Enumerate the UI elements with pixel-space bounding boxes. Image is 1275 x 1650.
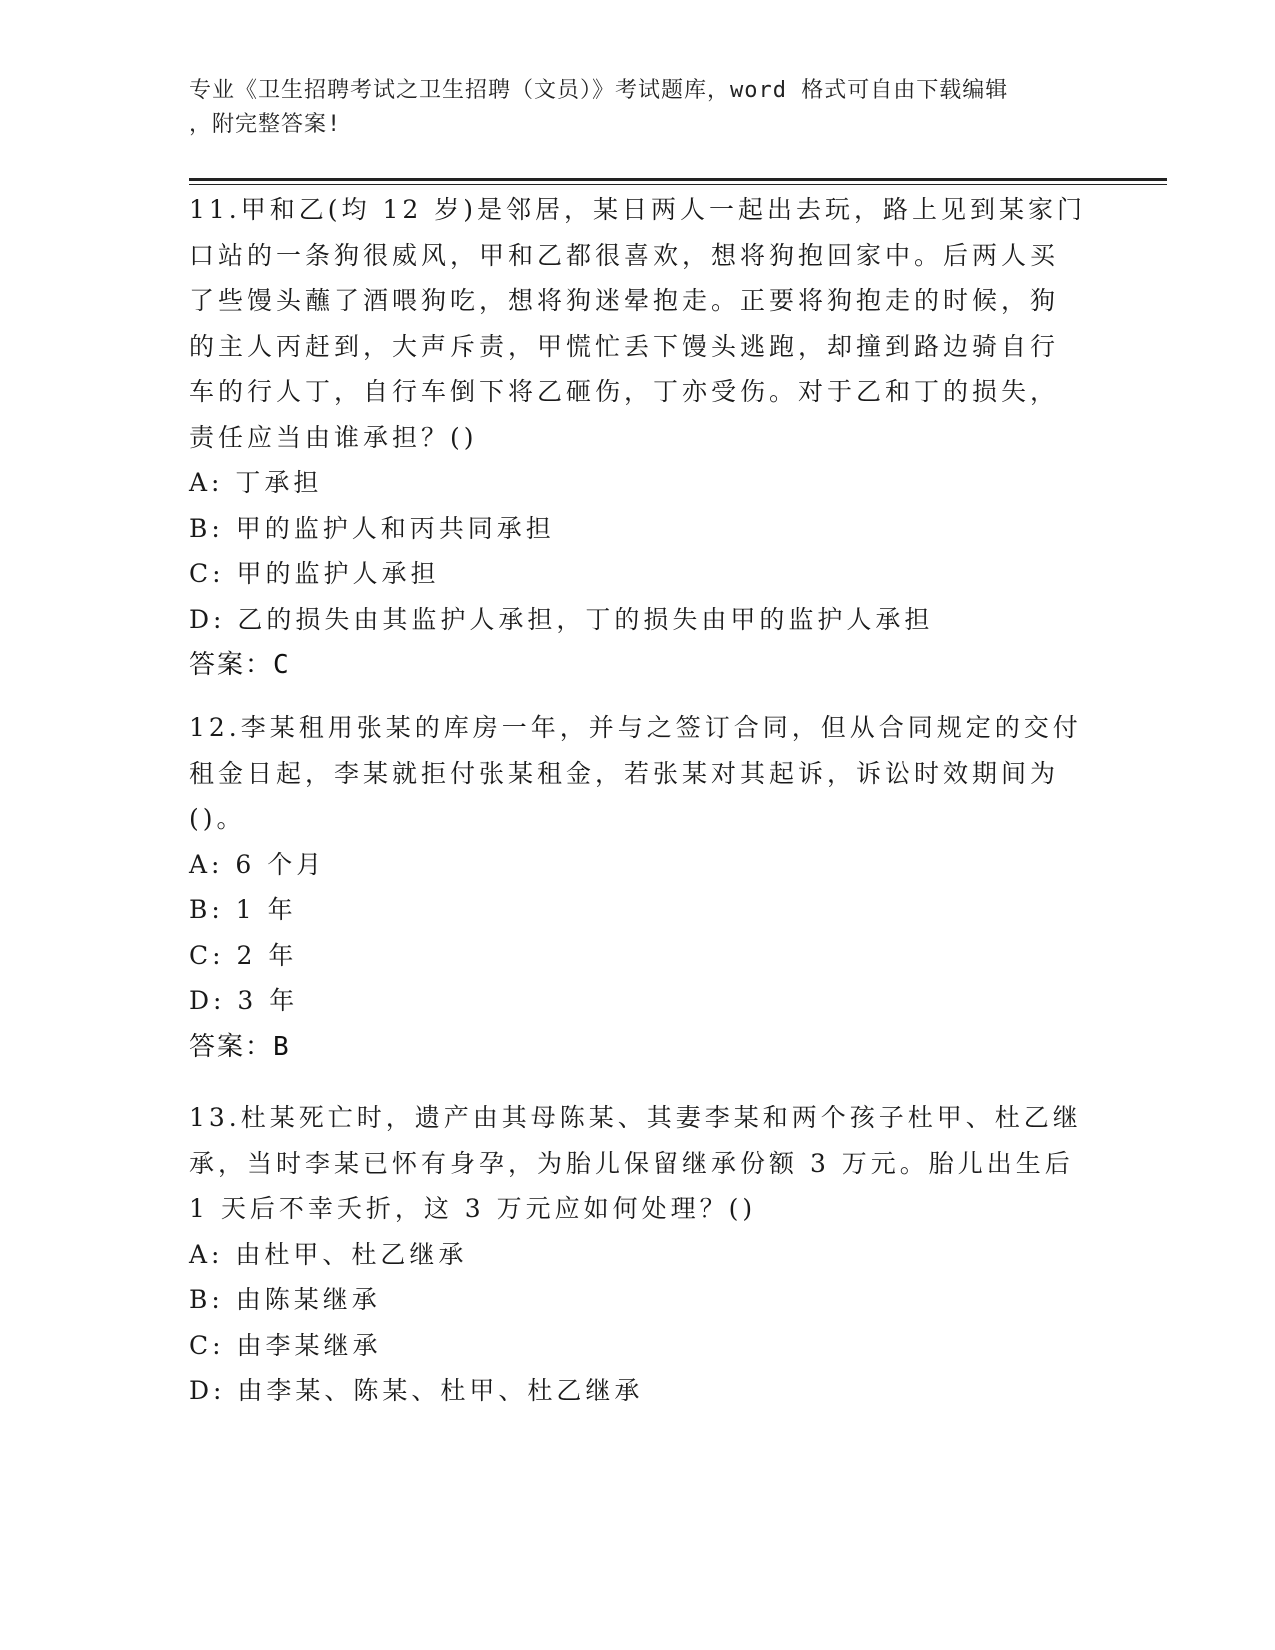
question-12: [189, 705, 1089, 1070]
header-line-1: 专业《卫生招聘考试之卫生招聘（文员）》考试题库，word 格式可自由下载编辑: [189, 78, 1009, 103]
option-a: A: 丁承担: [189, 468, 323, 497]
option-b: B: 甲的监护人和丙共同承担: [189, 513, 555, 543]
option-b: B: 1 年: [189, 895, 297, 924]
question-stem-line: 13.杜某死亡时，遗产由其母陈某、其妻李某和两个孩子杜甲、杜乙继: [189, 1103, 1082, 1132]
question-stem-line: 了些馒头蘸了酒喂狗吃，想将狗迷晕抱走。正要将狗抱走的时候，狗: [189, 286, 1060, 315]
question-stem-line: 口站的一条狗很威风，甲和乙都很喜欢，想将狗抱回家中。后两人买: [189, 240, 1060, 270]
option-d: D: 由李某、陈某、杜甲、杜乙继承: [189, 1376, 644, 1405]
header-rule-thick: [189, 178, 1167, 181]
question-stem-line: 的主人丙赶到，大声斥责，甲慌忙丢下馒头逃跑，却撞到路边骑自行: [189, 331, 1060, 361]
option-a: A: 由杜甲、杜乙继承: [189, 1239, 468, 1269]
question-stem-line: 12.李某租用张某的库房一年，并与之签订合同，但从合同规定的交付: [189, 713, 1082, 742]
question-11: [189, 187, 1089, 688]
question-stem-line: 承，当时李某已怀有身孕，为胎儿保留继承份额 3 万元。胎儿出生后: [189, 1148, 1074, 1178]
question-stem-line: 租金日起，李某就拒付张某租金，若张某对其起诉，诉讼时效期间为: [189, 758, 1060, 788]
header-rule-thin: [189, 184, 1167, 185]
option-c: C: 2 年: [189, 940, 298, 970]
document-header: [189, 74, 1089, 142]
option-d: D: 乙的损失由其监护人承担，丁的损失由甲的监护人承担: [189, 604, 934, 634]
question-stem-line: 车的行人丁，自行车倒下将乙砸伤，丁亦受伤。对于乙和丁的损失，: [189, 377, 1060, 406]
question-13: [189, 1095, 1089, 1414]
option-a: A: 6 个月: [189, 849, 326, 879]
question-stem-line: 11.甲和乙(均 12 岁)是邻居，某日两人一起出去玩，路上见到某家门: [189, 195, 1086, 224]
option-b: B: 由陈某继承: [189, 1285, 381, 1314]
answer-label: 答案：B: [189, 1031, 291, 1062]
header-line-2: ，附完整答案!: [189, 112, 342, 137]
option-d: D: 3 年: [189, 986, 299, 1015]
question-stem-line: 责任应当由谁承担？(): [189, 422, 478, 452]
question-stem-line: ()。: [189, 804, 246, 833]
answer-label: 答案：C: [189, 650, 291, 680]
option-c: C: 由李某继承: [189, 1330, 382, 1360]
question-stem-line: 1 天后不幸夭折，这 3 万元应如何处理？(): [189, 1194, 757, 1223]
option-c: C: 甲的监护人承担: [189, 559, 440, 588]
